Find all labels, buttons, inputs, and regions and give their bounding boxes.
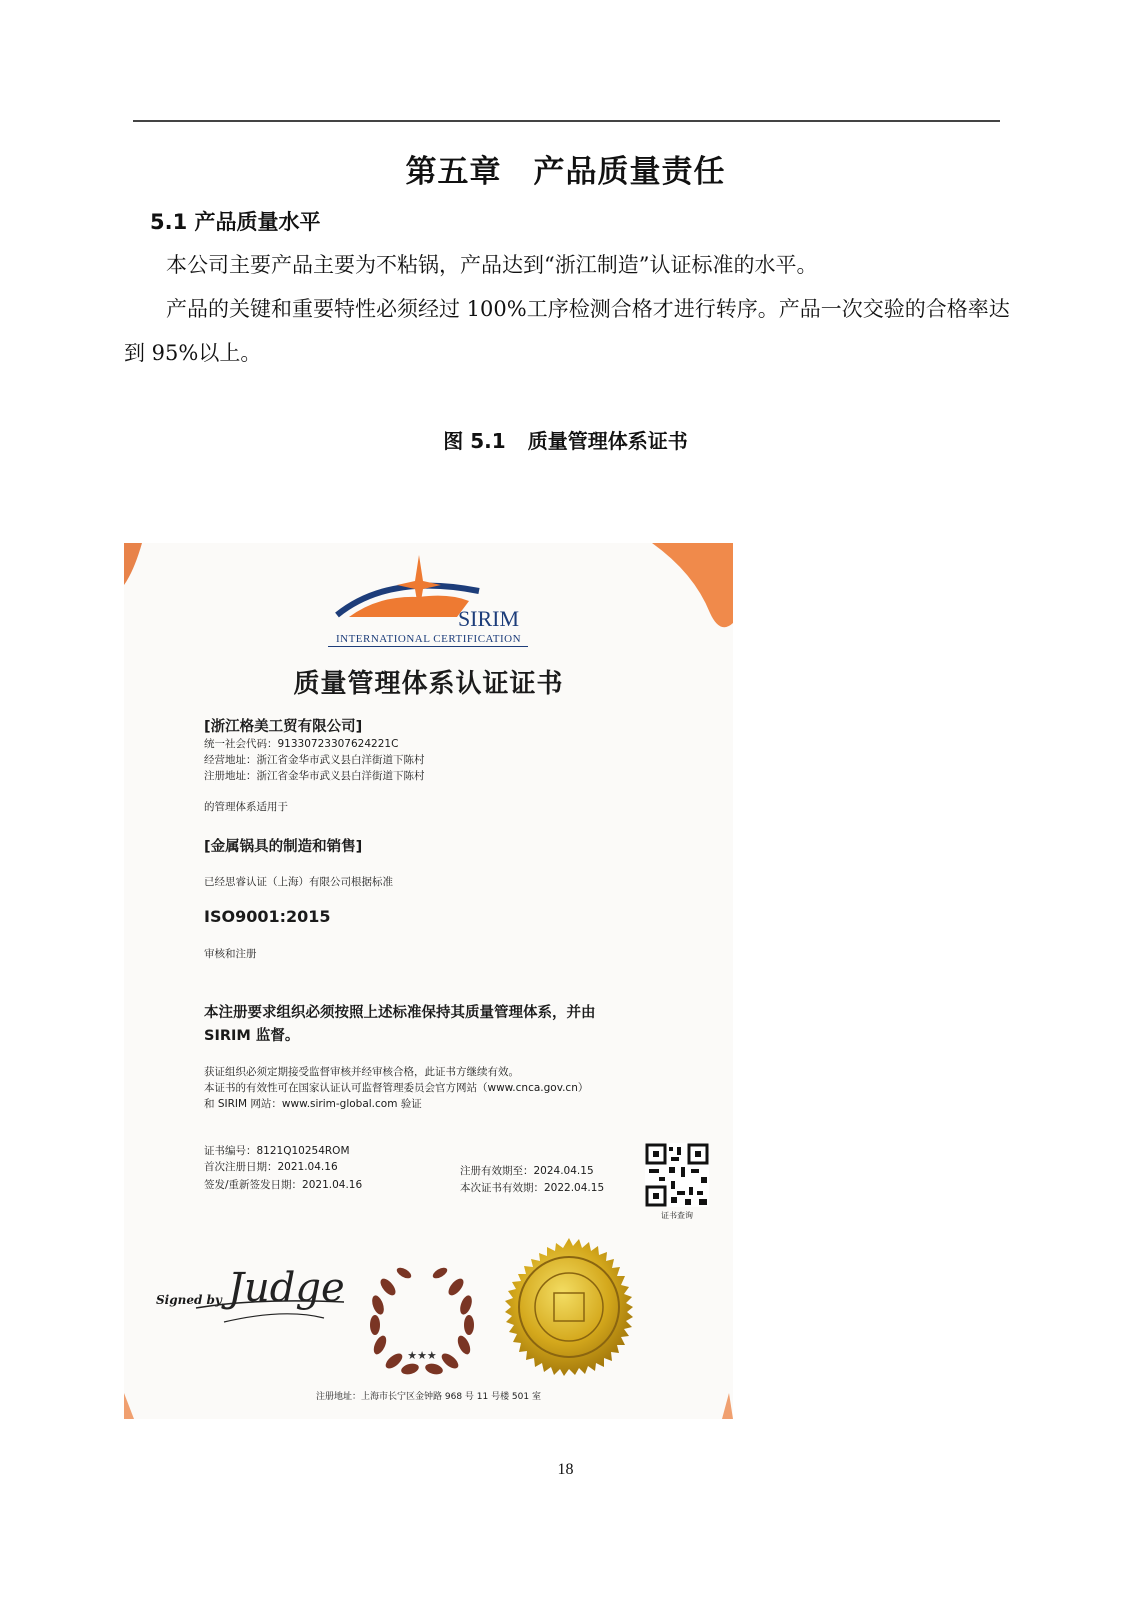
figure-caption-text: 质量管理体系证书 bbox=[527, 429, 688, 453]
note-line-2: 本证书的有效性可在国家认证认可监督管理委员会官方网站（www.cnca.gov.cn） bbox=[204, 1082, 589, 1094]
gold-seal-icon bbox=[496, 1237, 642, 1383]
scope-intro: 的管理体系适用于 bbox=[204, 801, 288, 813]
certificate-title: 质量管理体系认证证书 bbox=[293, 669, 564, 699]
valid-until: 注册有效期至：2024.04.15 bbox=[460, 1165, 594, 1177]
certificate-image bbox=[124, 543, 733, 1419]
iso-standard: ISO9001:2015 bbox=[204, 907, 331, 926]
first-registration-date: 首次注册日期：2021.04.16 bbox=[204, 1161, 338, 1173]
business-address: 经营地址：浙江省金华市武义县白洋街道下陈村 bbox=[204, 754, 425, 766]
reissue-date: 签发/重新签发日期：2021.04.16 bbox=[204, 1179, 363, 1191]
figure-caption bbox=[0, 425, 1131, 454]
requirement-line-2: SIRIM 监督。 bbox=[204, 1028, 300, 1044]
note-line-3: 和 SIRIM 网站：www.sirim-global.com 验证 bbox=[204, 1098, 422, 1110]
chapter-name: 产品质量责任 bbox=[533, 154, 726, 190]
signature-underline bbox=[194, 1278, 354, 1328]
svg-text:★★★: ★★★ bbox=[407, 1349, 437, 1362]
paragraph-2: 产品的关键和重要特性必须经过 100%工序检测合格才进行转序。产品一次交验的合格率达到 95%以上。 bbox=[124, 297, 1010, 365]
logo-underline bbox=[328, 646, 528, 647]
qr-label: 证书查询 bbox=[661, 1211, 693, 1220]
certificate-number: 证书编号：8121Q10254ROM bbox=[204, 1145, 350, 1157]
header-rule bbox=[133, 120, 1000, 122]
credit-code: 统一社会代码：91330723307624221C bbox=[204, 738, 399, 750]
section-heading: 5.1 产品质量水平 bbox=[150, 210, 321, 234]
paragraph-1: 本公司主要产品主要为不粘锅，产品达到“浙江制造”认证标准的水平。 bbox=[166, 253, 818, 277]
signed-by-label: Signed by bbox=[156, 1293, 222, 1307]
current-validity: 本次证书有效期：2022.04.15 bbox=[460, 1182, 605, 1194]
sirim-logo-subtitle: INTERNATIONAL CERTIFICATION bbox=[335, 633, 522, 645]
certification-body: 已经思睿认证（上海）有限公司根据标准 bbox=[204, 876, 393, 888]
requirement-line-1: 本注册要求组织必须按照上述标准保持其质量管理体系，并由 bbox=[204, 1005, 596, 1021]
chapter-number: 第五章 bbox=[405, 154, 502, 190]
chapter-title bbox=[0, 146, 1131, 191]
scope: [金属锅具的制造和销售] bbox=[204, 839, 363, 855]
registered-address: 注册地址：浙江省金华市武义县白洋街道下陈村 bbox=[204, 770, 425, 782]
signature: Judge bbox=[228, 1265, 345, 1311]
footer-address: 注册地址：上海市长宁区金钟路 968 号 11 号楼 501 室 bbox=[316, 1392, 541, 1402]
laurel-wreath-icon bbox=[366, 1259, 478, 1379]
sirim-logo-text: SIRIM bbox=[457, 606, 520, 631]
company-name: [浙江格美工贸有限公司] bbox=[204, 719, 363, 735]
qr-code-icon bbox=[645, 1143, 709, 1207]
audit-registration: 审核和注册 bbox=[204, 948, 257, 960]
note-line-1: 获证组织必须定期接受监督审核并经审核合格，此证书方继续有效。 bbox=[204, 1066, 519, 1078]
figure-label: 图 5.1 bbox=[443, 429, 506, 453]
page-number: 18 bbox=[557, 1461, 574, 1478]
